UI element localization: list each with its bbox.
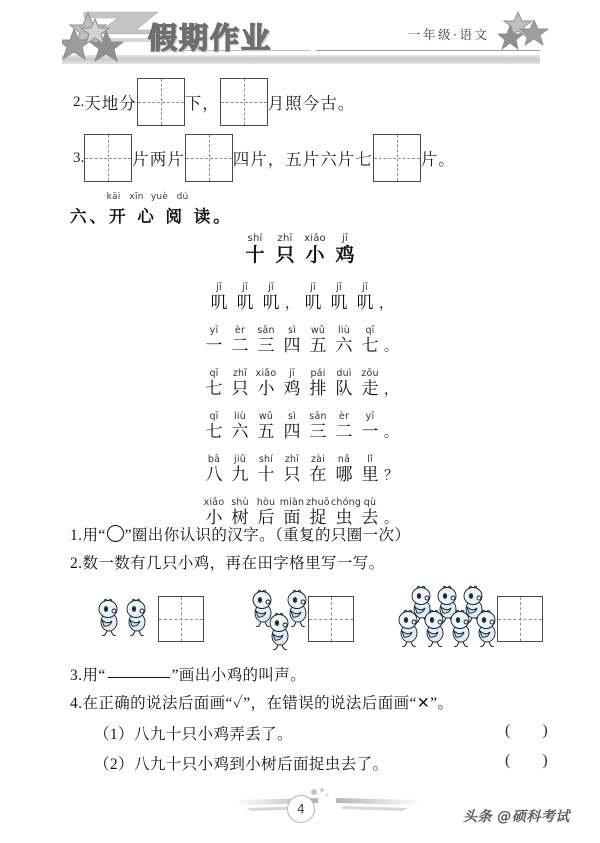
section-six-heading bbox=[70, 192, 233, 227]
question-1-number: 1. bbox=[70, 527, 83, 544]
pinyin-syllable: lǐ bbox=[367, 454, 373, 465]
page-title: 假期作业 bbox=[148, 21, 273, 55]
exercise-item-2 bbox=[73, 78, 355, 126]
pinyin-syllable: duì bbox=[336, 368, 352, 379]
hanzi-char: 六 bbox=[335, 336, 353, 355]
poem-line-hanzi bbox=[0, 331, 600, 356]
hanzi-char: 四 bbox=[283, 422, 301, 441]
header-rule-right bbox=[316, 50, 540, 51]
pinyin-syllable: chóng bbox=[331, 497, 362, 508]
section-title: 开 心 阅 读 bbox=[109, 207, 214, 226]
hanzi-char: 五 bbox=[257, 422, 275, 441]
question-4-number: 4. bbox=[70, 695, 83, 712]
hanzi-char: 十 bbox=[257, 465, 275, 484]
exercise-2-text-1: 天地分 bbox=[84, 94, 137, 113]
pinyin-syllable: wǔ bbox=[258, 411, 274, 422]
pinyin-syllable: qù bbox=[363, 497, 377, 508]
question-2-number: 2. bbox=[70, 555, 83, 572]
pinyin-syllable: yī bbox=[209, 325, 219, 336]
pinyin-syllable: jī bbox=[289, 368, 295, 379]
question-2-text: 数一数有几只小鸡，再在田字格里写一写。 bbox=[82, 555, 385, 572]
hanzi-char: 一 bbox=[361, 422, 379, 441]
hanzi-char: 虫 bbox=[335, 508, 353, 527]
punctuation: 。 bbox=[384, 426, 398, 441]
poem-line-hanzi bbox=[0, 417, 600, 442]
hanzi-char: 叽 bbox=[330, 293, 348, 312]
page-number: 4 bbox=[287, 795, 315, 823]
chick-icon bbox=[265, 612, 295, 650]
hanzi-char: 只 bbox=[231, 379, 249, 398]
hanzi-char: 鸡 bbox=[335, 245, 355, 266]
answer-box[interactable] bbox=[137, 78, 185, 126]
punctuation: ， bbox=[384, 383, 398, 398]
answer-box[interactable] bbox=[497, 596, 543, 642]
answer-box[interactable] bbox=[84, 134, 132, 182]
hanzi-char: 四 bbox=[283, 336, 301, 355]
exercise-item-3 bbox=[73, 134, 456, 182]
poem-line-hanzi bbox=[0, 288, 600, 313]
pinyin-syllable: jī bbox=[336, 282, 342, 293]
question-3 bbox=[70, 663, 306, 685]
pinyin-syllable: zhuō bbox=[306, 497, 330, 508]
hanzi-char: 二 bbox=[231, 336, 249, 355]
hanzi-char: 一 bbox=[205, 336, 223, 355]
pinyin-syllable: sān bbox=[257, 325, 275, 336]
pinyin-syllable: sān bbox=[309, 411, 327, 422]
pinyin-syllable: bā bbox=[207, 454, 221, 465]
hanzi-char: 十 bbox=[245, 245, 265, 266]
hanzi-char: 三 bbox=[257, 336, 275, 355]
hanzi-char: 九 bbox=[231, 465, 249, 484]
pinyin-syllable: qī bbox=[365, 325, 375, 336]
pinyin-syllable: yī bbox=[365, 411, 375, 422]
pinyin-syllable: liù bbox=[234, 411, 246, 422]
pinyin-syllable: miàn bbox=[279, 497, 305, 508]
punctuation: 。 bbox=[384, 512, 398, 527]
hanzi-char: 叽 bbox=[356, 293, 374, 312]
hanzi-char: 队 bbox=[335, 379, 353, 398]
hanzi-char: 后 bbox=[257, 508, 275, 527]
pinyin-syllable: pái bbox=[310, 368, 326, 379]
answer-box[interactable] bbox=[220, 78, 268, 126]
punctuation: 。 bbox=[384, 340, 398, 355]
sub-1-answer-parens[interactable]: ( ) bbox=[505, 722, 562, 739]
hanzi-char: 捉 bbox=[309, 508, 327, 527]
hanzi-char: 五 bbox=[309, 336, 327, 355]
hanzi-char: 七 bbox=[205, 379, 223, 398]
punctuation: ， bbox=[285, 297, 299, 312]
exercise-3-text-1: 片两片 bbox=[132, 150, 185, 169]
exercise-3-text-2: 四片，五片六片七 bbox=[232, 150, 373, 169]
section-number: 六、 bbox=[70, 207, 109, 226]
question-4-text: 在正确的说法后面画“✓”，在错误的说法后面画“✕”。 bbox=[82, 695, 454, 712]
question-3-number: 3. bbox=[70, 667, 83, 684]
question-1-text-before: 用“ bbox=[82, 527, 106, 544]
question-4-sub-1 bbox=[94, 722, 293, 744]
sub-2-label: （2） bbox=[94, 756, 134, 773]
hanzi-char: 三 bbox=[309, 422, 327, 441]
hanzi-char: 六 bbox=[231, 422, 249, 441]
punctuation: ？ bbox=[384, 469, 398, 484]
pinyin-syllable: liù bbox=[338, 325, 350, 336]
pinyin-syllable: sì bbox=[288, 411, 296, 422]
hanzi-char: 叽 bbox=[236, 293, 254, 312]
pinyin-syllable: xiǎo bbox=[304, 233, 326, 244]
question-3-text-before: 用“ bbox=[82, 667, 106, 684]
pinyin-syllable: jī bbox=[242, 282, 248, 293]
section-pinyin: kāi xīn yuè dú bbox=[106, 192, 189, 202]
pinyin-syllable: zhī bbox=[232, 368, 248, 379]
pinyin-syllable: zhī bbox=[277, 233, 293, 244]
circle-glyph-icon bbox=[107, 525, 124, 542]
answer-box[interactable] bbox=[158, 596, 204, 642]
answer-box[interactable] bbox=[308, 596, 354, 642]
footer-ornament-icon bbox=[232, 788, 422, 818]
hanzi-char: 小 bbox=[305, 245, 325, 266]
poem-line-hanzi bbox=[0, 374, 600, 399]
pinyin-syllable: hòu bbox=[256, 497, 276, 508]
hanzi-char: 叽 bbox=[262, 293, 280, 312]
hanzi-char: 里 bbox=[361, 465, 379, 484]
hanzi-char: 二 bbox=[335, 422, 353, 441]
pinyin-syllable: jī bbox=[310, 282, 316, 293]
hanzi-char: 只 bbox=[275, 245, 295, 266]
hanzi-char: 小 bbox=[257, 379, 275, 398]
pinyin-syllable: zài bbox=[310, 454, 326, 465]
question-3-text-after: ”画出小鸡的叫声。 bbox=[171, 667, 307, 684]
answer-box[interactable] bbox=[185, 134, 233, 182]
pinyin-syllable: zǒu bbox=[361, 368, 379, 379]
pinyin-syllable: nǎ bbox=[337, 454, 351, 465]
pinyin-syllable: zhī bbox=[284, 454, 300, 465]
pinyin-syllable: jī bbox=[362, 282, 368, 293]
hanzi-char: 鸡 bbox=[283, 379, 301, 398]
hanzi-char: 面 bbox=[283, 508, 301, 527]
hanzi-char: 只 bbox=[283, 465, 301, 484]
stars-icon bbox=[498, 10, 550, 50]
punctuation: ， bbox=[379, 297, 393, 312]
chick-icon bbox=[122, 598, 152, 636]
pinyin-syllable: jī bbox=[216, 282, 222, 293]
hanzi-char: 在 bbox=[309, 465, 327, 484]
hanzi-char: 八 bbox=[205, 465, 223, 484]
chick-icon bbox=[94, 598, 124, 636]
hanzi-char: 七 bbox=[205, 422, 223, 441]
hanzi-char: 去 bbox=[361, 508, 379, 527]
grade-subject-label: 一年级·语文 bbox=[408, 27, 490, 42]
question-2 bbox=[70, 551, 385, 573]
exercise-3-text-3: 片。 bbox=[420, 150, 456, 169]
hanzi-char: 小 bbox=[205, 508, 223, 527]
hanzi-char: 哪 bbox=[335, 465, 353, 484]
exercise-2-number: 2. bbox=[73, 93, 85, 110]
sub-2-text: 八九十只小鸡到小树后面捉虫去了。 bbox=[133, 756, 389, 773]
page-header bbox=[0, 0, 600, 72]
pinyin-syllable: jiǔ bbox=[234, 454, 246, 465]
pinyin-syllable: wǔ bbox=[310, 325, 326, 336]
blank-line-glyph bbox=[108, 677, 170, 678]
question-1 bbox=[70, 523, 410, 545]
pinyin-syllable: shí bbox=[247, 233, 263, 244]
pinyin-syllable: qī bbox=[209, 411, 219, 422]
pinyin-syllable: xiǎo bbox=[203, 497, 225, 508]
exercise-2-text-2: 下， bbox=[184, 94, 220, 113]
section-period: 。 bbox=[213, 207, 233, 226]
pinyin-syllable: jī bbox=[342, 233, 348, 244]
hanzi-char: 叽 bbox=[210, 293, 228, 312]
hanzi-char: 叽 bbox=[304, 293, 322, 312]
hanzi-char: 树 bbox=[231, 508, 249, 527]
pinyin-syllable: jī bbox=[268, 282, 274, 293]
watermark-label: 头条 @硕科考试 bbox=[463, 809, 570, 825]
question-4-sub-2 bbox=[94, 752, 388, 774]
sub-2-answer-parens[interactable]: ( ) bbox=[505, 752, 562, 769]
pinyin-syllable: qī bbox=[209, 368, 219, 379]
pinyin-syllable: shí bbox=[258, 454, 274, 465]
poem-title-hanzi-row bbox=[0, 240, 600, 267]
question-1-text-after: ”圈出你认识的汉字。（重复的只圈一次） bbox=[124, 527, 411, 544]
stars-icon bbox=[62, 9, 142, 67]
pinyin-syllable: èr bbox=[234, 325, 246, 336]
poem-line-hanzi bbox=[0, 460, 600, 485]
hanzi-char: 走 bbox=[361, 379, 379, 398]
hanzi-char: 排 bbox=[309, 379, 327, 398]
hanzi-char: 七 bbox=[361, 336, 379, 355]
pinyin-syllable: shù bbox=[231, 497, 249, 508]
exercise-2-text-3: 月照今古。 bbox=[267, 94, 356, 113]
answer-box[interactable] bbox=[373, 134, 421, 182]
question-4 bbox=[70, 691, 453, 713]
pinyin-syllable: xiǎo bbox=[255, 368, 277, 379]
sub-1-label: （1） bbox=[94, 726, 134, 743]
pinyin-syllable: èr bbox=[338, 411, 350, 422]
pinyin-syllable: sì bbox=[288, 325, 296, 336]
exercise-3-number: 3. bbox=[73, 149, 85, 166]
sub-1-text: 八九十只小鸡弄丢了。 bbox=[133, 726, 293, 743]
